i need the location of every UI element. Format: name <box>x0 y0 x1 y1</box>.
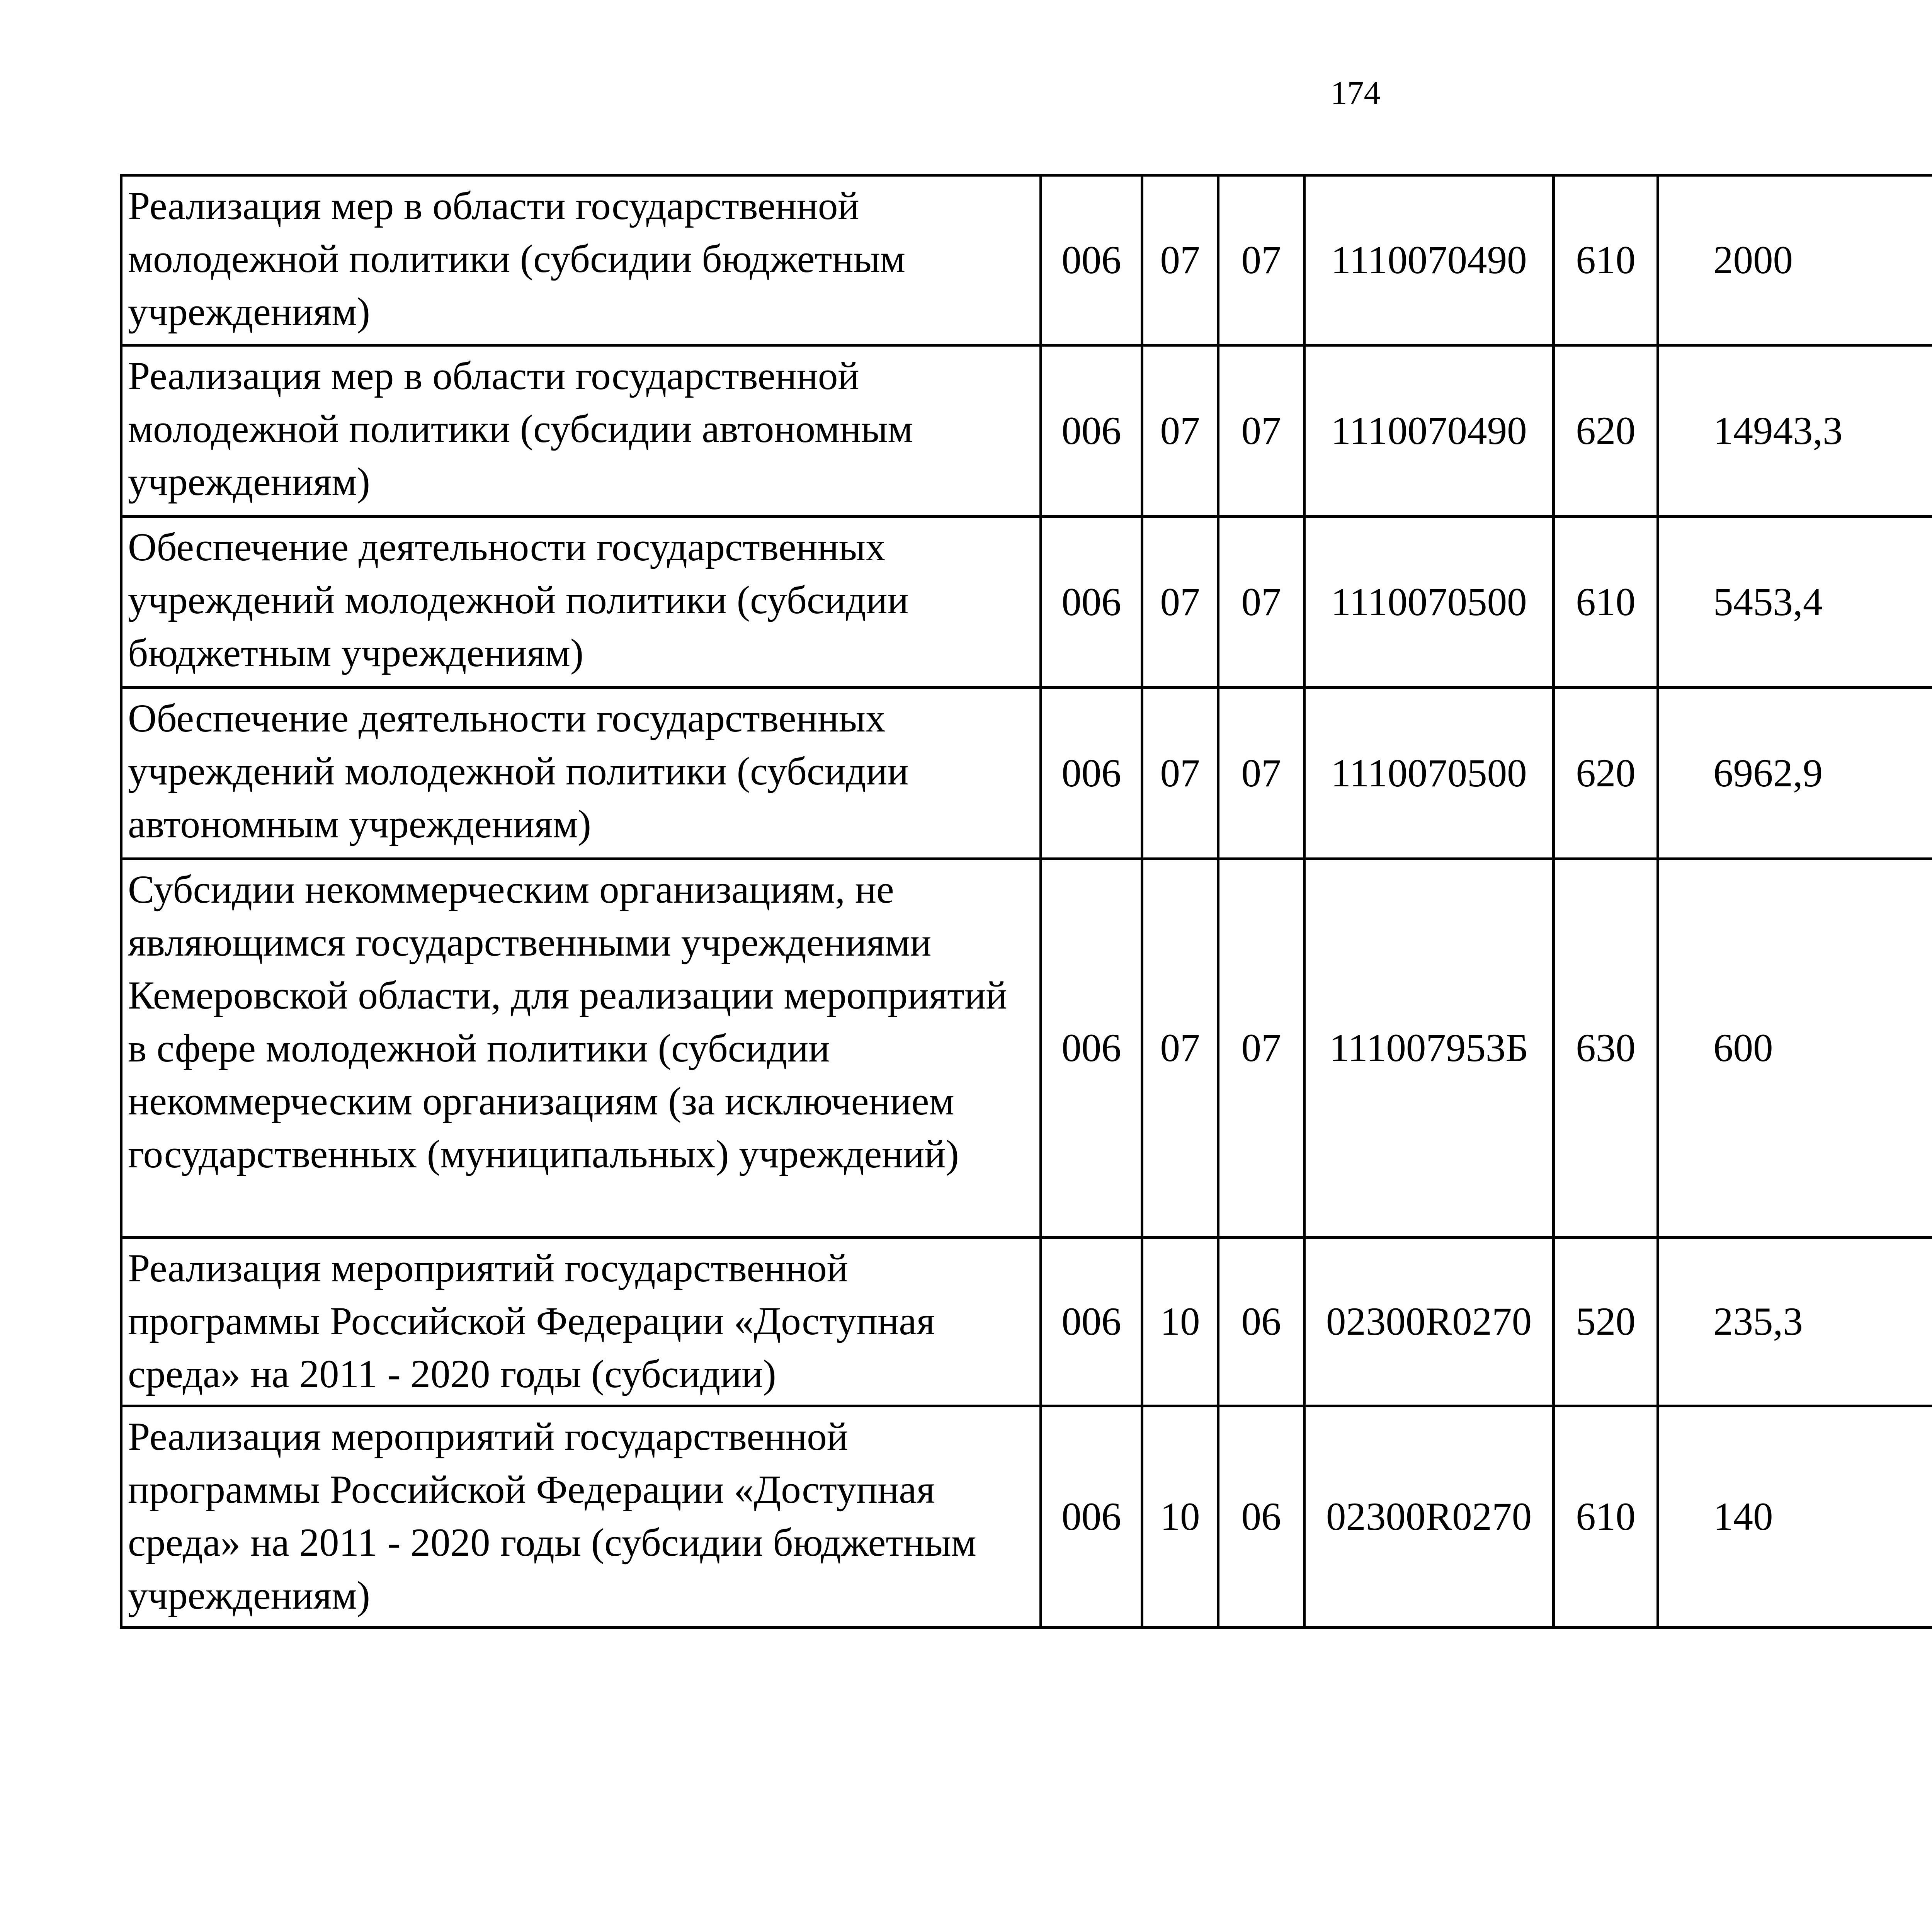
expense-name-cell: Субсидии некоммерческим организациям, не являющимся государственными учреждениями Кемеровской области, для реализации мероприятий в сфере молодежной политики (субсидии некоммерческим организациям (за исключением государственных (муниципальных) учреждений) <box>121 859 1041 1238</box>
section-code-cell: 07 <box>1142 175 1218 345</box>
expense-name-cell: Реализация мер в области государственной молодежной политики (субсидии автономным учреждениям) <box>121 345 1041 517</box>
section-code-cell: 07 <box>1142 688 1218 859</box>
expense-name-cell: Реализация мероприятий государственной программы Российской Федерации «Доступная среда» на 2011 - 2020 годы (субсидии бюджетным учреждениям) <box>121 1406 1041 1628</box>
subsection-code-cell: 07 <box>1218 175 1304 345</box>
ministry-code-cell: 006 <box>1041 175 1142 345</box>
ministry-code-cell: 006 <box>1041 859 1142 1238</box>
subsection-code-cell: 07 <box>1218 517 1304 688</box>
amount-year-1-cell: 235,3 <box>1658 1238 1932 1406</box>
target-article-cell: 1110070490 <box>1304 345 1554 517</box>
ministry-code-cell: 006 <box>1041 688 1142 859</box>
target-article-cell: 1110070500 <box>1304 688 1554 859</box>
amount-year-1-cell: 140 <box>1658 1406 1932 1628</box>
target-article-cell: 02300R0270 <box>1304 1238 1554 1406</box>
subsection-code-cell: 07 <box>1218 345 1304 517</box>
expense-type-cell: 520 <box>1554 1238 1658 1406</box>
table-row <box>121 688 1932 859</box>
expense-type-cell: 610 <box>1554 1406 1658 1628</box>
target-article-cell: 1110070500 <box>1304 517 1554 688</box>
target-article-cell: 02300R0270 <box>1304 1406 1554 1628</box>
ministry-code-cell: 006 <box>1041 1406 1142 1628</box>
expense-type-cell: 610 <box>1554 517 1658 688</box>
table-row <box>121 1406 1932 1628</box>
amount-year-1-cell: 14943,3 <box>1658 345 1932 517</box>
amount-year-1-cell: 6962,9 <box>1658 688 1932 859</box>
expense-name-cell: Обеспечение деятельности государственных учреждений молодежной политики (субсидии бюджетным учреждениям) <box>121 517 1041 688</box>
expense-type-cell: 610 <box>1554 175 1658 345</box>
expense-name-cell: Реализация мероприятий государственной программы Российской Федерации «Доступная среда» на 2011 - 2020 годы (субсидии) <box>121 1238 1041 1406</box>
expense-name-cell: Реализация мер в области государственной молодежной политики (субсидии бюджетным учреждениям) <box>121 175 1041 345</box>
subsection-code-cell: 06 <box>1218 1406 1304 1628</box>
expense-name-cell: Обеспечение деятельности государственных учреждений молодежной политики (субсидии автономным учреждениям) <box>121 688 1041 859</box>
table-row <box>121 859 1932 1238</box>
budget-table <box>120 174 1932 1629</box>
section-code-cell: 07 <box>1142 517 1218 688</box>
target-article-cell: 1110070490 <box>1304 175 1554 345</box>
section-code-cell: 07 <box>1142 859 1218 1238</box>
section-code-cell: 10 <box>1142 1238 1218 1406</box>
page-number: 174 <box>1330 74 1381 111</box>
subsection-code-cell: 06 <box>1218 1238 1304 1406</box>
subsection-code-cell: 07 <box>1218 688 1304 859</box>
amount-year-1-cell: 5453,4 <box>1658 517 1932 688</box>
ministry-code-cell: 006 <box>1041 345 1142 517</box>
section-code-cell: 07 <box>1142 345 1218 517</box>
subsection-code-cell: 07 <box>1218 859 1304 1238</box>
ministry-code-cell: 006 <box>1041 517 1142 688</box>
amount-year-1-cell: 600 <box>1658 859 1932 1238</box>
ministry-code-cell: 006 <box>1041 1238 1142 1406</box>
table-row <box>121 345 1932 517</box>
expense-type-cell: 620 <box>1554 688 1658 859</box>
expense-type-cell: 620 <box>1554 345 1658 517</box>
table-row <box>121 1238 1932 1406</box>
target-article-cell: 111007953Б <box>1304 859 1554 1238</box>
expense-type-cell: 630 <box>1554 859 1658 1238</box>
table-row <box>121 517 1932 688</box>
section-code-cell: 10 <box>1142 1406 1218 1628</box>
table-row <box>121 175 1932 345</box>
amount-year-1-cell: 2000 <box>1658 175 1932 345</box>
table-body <box>121 175 1932 1628</box>
